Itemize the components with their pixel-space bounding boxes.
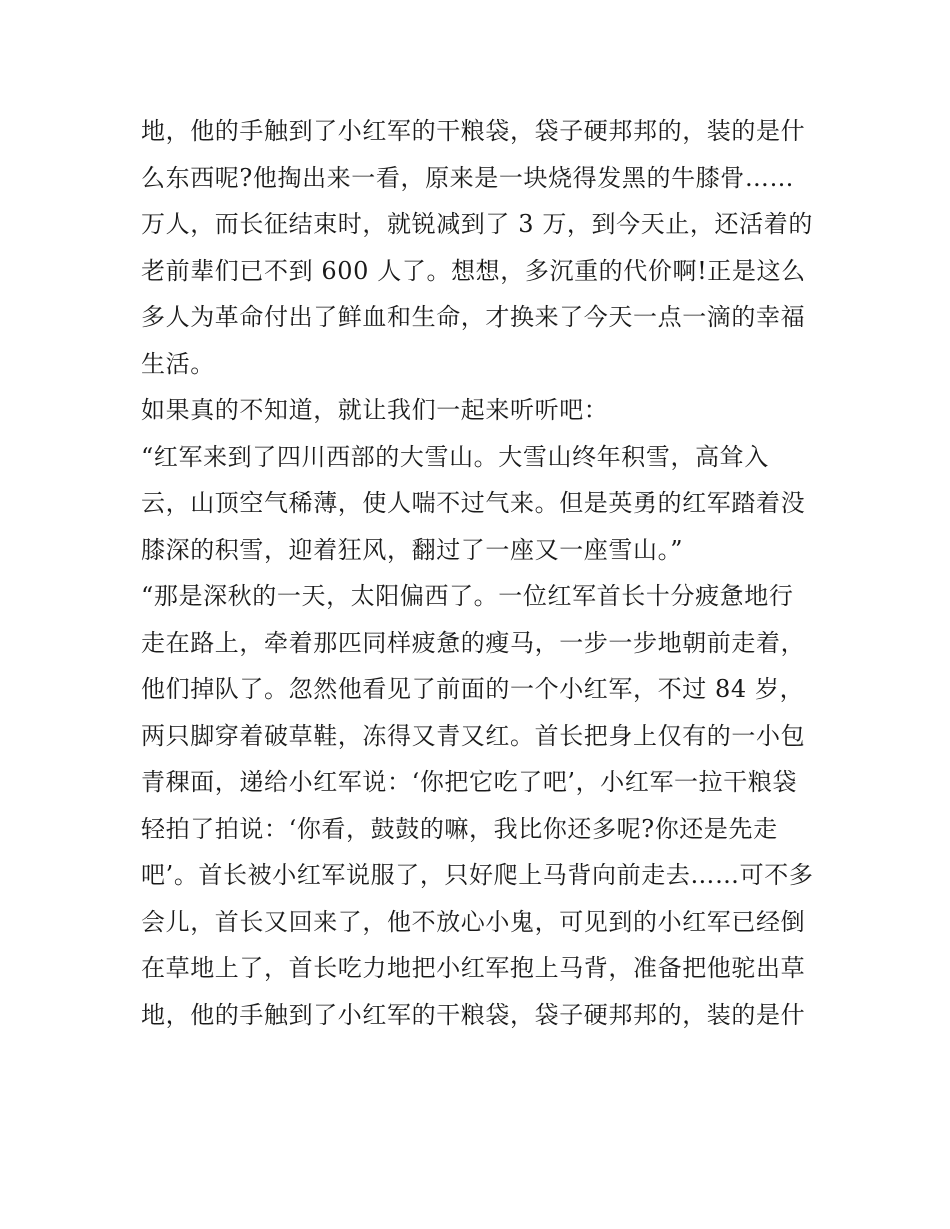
text-line: 两只脚穿着破草鞋，冻得又青又红。首长把身上仅有的一小包 — [141, 721, 806, 750]
text-line: 青稞面，递给小红军说：‘你把它吃了吧’，小红军一拉干粮袋 — [141, 768, 798, 796]
text-line: “红军来到了四川西部的大雪山。大雪山终年积雪，高耸入 — [141, 442, 769, 471]
text-line: 走在路上，牵着那匹同样疲惫的瘦马，一步一步地朝前走着， — [141, 628, 806, 657]
text-line: 会儿，首长又回来了，他不放心小鬼，可见到的小红军已经倒 — [141, 907, 806, 936]
text-line: 膝深的积雪，迎着狂风，翻过了一座又一座雪山。” — [141, 535, 684, 564]
text-line: 轻拍了拍说：‘你看，鼓鼓的嘛，我比你还多呢?你还是先走 — [141, 814, 778, 843]
text-line: 万人，而长征结束时，就锐减到了 3 万，到今天止，还活着的 — [141, 210, 813, 238]
text-line: 么东西呢?他掏出来一看，原来是一块烧得发黑的牛膝骨…… — [141, 163, 795, 192]
text-line: 吧’。首长被小红军说服了，只好爬上马背向前走去……可不多 — [141, 861, 814, 889]
text-line: 生活。 — [141, 349, 215, 378]
text-line: 在草地上了，首长吃力地把小红军抱上马背，准备把他驼出草 — [141, 954, 806, 982]
body-text — [141, 108, 821, 1038]
text-line: 云，山顶空气稀薄，使人喘不过气来。但是英勇的红军踏着没 — [141, 489, 806, 517]
text-line: 地，他的手触到了小红军的干粮袋，袋子硬邦邦的，装的是什 — [141, 117, 806, 145]
text-line: 他们掉队了。忽然他看见了前面的一个小红军，不过 84 岁， — [141, 675, 805, 703]
text-line: 如果真的不知道，就让我们一起来听听吧： — [141, 396, 609, 424]
text-line: “那是深秋的一天，太阳偏西了。一位红军首长十分疲惫地行 — [141, 582, 794, 610]
text-line: 地，他的手触到了小红军的干粮袋，袋子硬邦邦的，装的是什 — [141, 1000, 806, 1029]
text-line: 多人为革命付出了鲜血和生命，才换来了今天一点一滴的幸福 — [141, 303, 806, 331]
text-line: 老前辈们已不到 600 人了。想想，多沉重的代价啊!正是这么 — [141, 256, 806, 285]
